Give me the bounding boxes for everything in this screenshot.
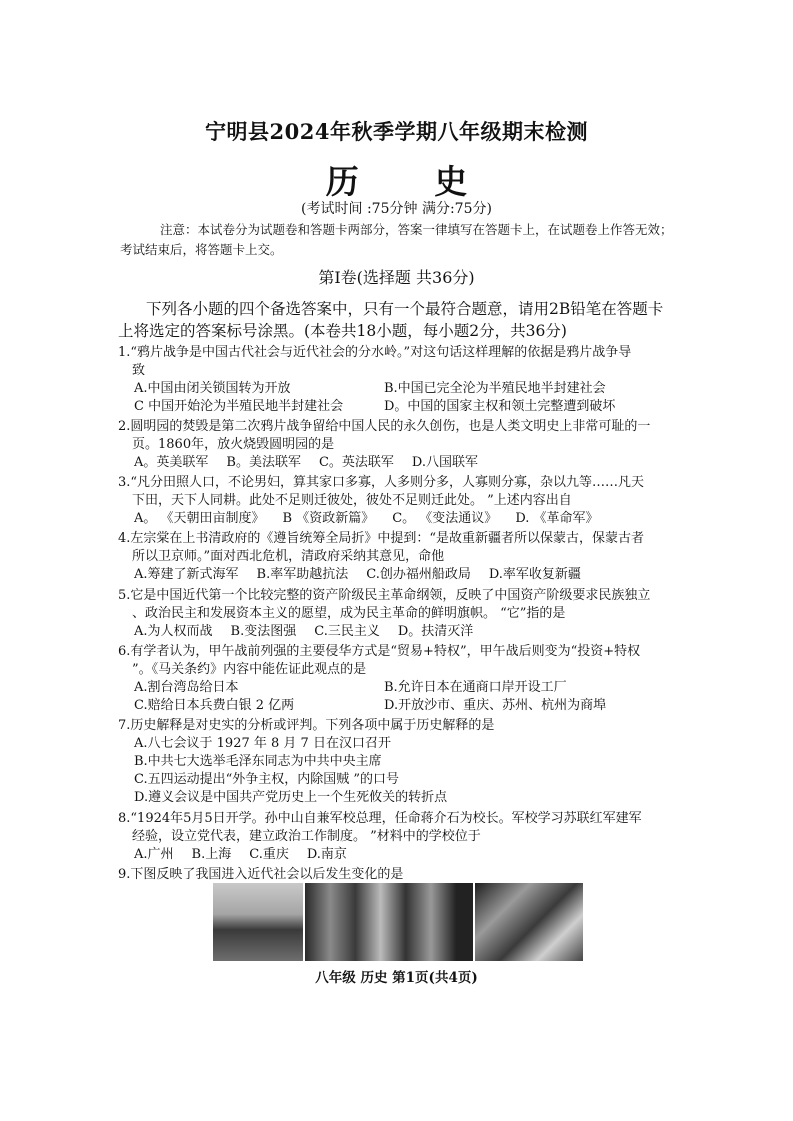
section-title: 第Ⅰ卷(选择题 共36分) <box>318 268 475 287</box>
option-b: B 《资政新篇》 <box>282 511 375 526</box>
question-options <box>118 623 683 641</box>
question-4 <box>118 530 683 584</box>
historical-photo <box>305 883 473 961</box>
question-options <box>118 510 683 528</box>
question-stem: 4.左宗棠在上书清政府的《遵旨统筹全局折》中提到：“是故重新疆者所以保蒙古，保蒙古者 <box>118 531 645 546</box>
option-b: B。美法联军 <box>226 455 301 470</box>
question-stem-cont: 所以卫京师。”面对西北危机，清政府采纳其意见，命他 <box>132 549 445 564</box>
exam-info: (考试时间 :75分钟 满分:75分) <box>301 201 492 217</box>
question-stem-cont: 经验，设立党代表，建立政治工作制度。 ”材料中的学校位于 <box>132 829 481 844</box>
option-a: A。英美联军 <box>134 455 209 470</box>
question-stem: 6.有学者认为，甲午战前列强的主要侵华方式是“贸易+特权”，甲午战后则变为“投资+特权 <box>118 644 641 659</box>
option-c: C.重庆 <box>249 847 289 862</box>
option-c: C.创办福州船政局 <box>366 567 471 582</box>
option-b: B.中国已完全沦为半殖民地半封建社会 <box>384 381 606 396</box>
option-c: C.五四运动提出“外争主权，内除国贼 ”的口号 <box>134 772 400 787</box>
question-stem: 2.圆明园的焚毁是第二次鸦片战争留给中国人民的永久创伤，也是人类文明史上非常可耻的一 <box>118 419 651 434</box>
instructions: 下列各小题的四个备选答案中，只有一个最符合题意，请用2B铅笔在答题卡上将选定的答案标号涂黑。(本卷共18小题，每小题2分，共36分) <box>118 300 664 340</box>
option-c: C。 《变法通议》 <box>392 511 498 526</box>
option-c: C。英法联军 <box>318 455 394 470</box>
question-stem-cont: ”。《马关条约》内容中能佐证此观点的是 <box>132 662 367 677</box>
question-8 <box>118 810 683 864</box>
option-b: B.允许日本在通商口岸开设工厂 <box>384 680 567 695</box>
question-stem-cont: 、政治民主和发展资本主义的愿望，成为民主革命的鲜明旗帜。 “它”指的是 <box>132 606 566 621</box>
historical-photo <box>475 883 583 961</box>
question-3 <box>118 474 683 528</box>
option-d: D。中国的国家主权和领土完整遭到破坏 <box>384 399 616 414</box>
option-d: D.开放沙市、重庆、苏州、杭州为商埠 <box>384 698 607 713</box>
question-stem: 9.下图反映了我国进入近代社会以后发生变化的是 <box>118 867 404 882</box>
notice-text: 注意：本试卷分为试题卷和答题卡两部分，答案一律填写在答题卡上，在试题卷上作答无效；考试结束后，将答题卡上交。 <box>120 222 673 257</box>
option-a: A。 《天朝田亩制度》 <box>134 511 265 526</box>
option-b: B.上海 <box>191 847 232 862</box>
question-options <box>118 846 683 864</box>
option-a: A.筹建了新式海军 <box>134 567 239 582</box>
option-b: B.率军助越抗法 <box>256 567 349 582</box>
page-footer: 八年级 历史 第1页(共4页) <box>315 970 478 986</box>
option-d: D.遵义会议是中国共产党历史上一个生死攸关的转折点 <box>134 790 448 805</box>
question-stem-cont: 页。1860年，放火烧毁圆明园的是 <box>132 437 335 452</box>
question-options <box>118 735 683 807</box>
question-9-images <box>213 883 583 961</box>
question-options <box>118 566 683 584</box>
option-a: A.为人权而战 <box>134 624 213 639</box>
question-options <box>118 380 683 416</box>
question-stem: 7.历史解释是对史实的分析或评判。下列各项中属于历史解释的是 <box>118 718 495 733</box>
question-stem: 3.“凡分田照人口，不论男妇，算其家口多寡，人多则分多，人寡则分寡，杂以九等……凡天 <box>118 475 645 490</box>
option-d: D.南京 <box>306 847 347 862</box>
question-7 <box>118 717 683 807</box>
question-stem: 5.它是中国近代第一个比较完整的资产阶级民主革命纲领，反映了中国资产阶级要求民族独立 <box>118 588 651 603</box>
option-a: A.割台湾岛给日本 <box>134 680 239 695</box>
option-c: C.赔给日本兵费白银 2 亿两 <box>134 698 295 713</box>
option-a: A.中国由闭关锁国转为开放 <box>134 381 291 396</box>
option-d: D。扶清灭洋 <box>397 624 474 639</box>
option-c: C.三民主义 <box>314 624 380 639</box>
option-b: B.变法图强 <box>230 624 297 639</box>
question-1 <box>118 344 683 416</box>
option-d: D. 《革命军》 <box>515 511 599 526</box>
question-stem: 8.“1924年5月5日开学。孙中山自兼军校总理，任命蒋介石为校长。军校学习苏联红军建军 <box>118 811 642 826</box>
option-a: A.八七会议于 1927 年 8 月 7 日在汉口召开 <box>134 736 391 751</box>
question-6 <box>118 643 683 715</box>
question-options <box>118 454 683 472</box>
question-2 <box>118 418 683 472</box>
question-9 <box>118 866 683 884</box>
question-stem-cont: 致 <box>132 363 146 378</box>
question-stem-cont: 下田，天下人同耕。此处不足则迁彼处，彼处不足则迁此处。 ”上述内容出自 <box>132 493 572 508</box>
subject-title: 历 史 <box>325 162 500 201</box>
question-stem: 1.“鸦片战争是中国古代社会与近代社会的分水岭。”对这句话这样理解的依据是鸦片战争导 <box>118 345 632 360</box>
question-5 <box>118 587 683 641</box>
option-c: C 中国开始沦为半殖民地半封建社会 <box>134 399 344 414</box>
option-a: A.广州 <box>134 847 174 862</box>
option-d: D.率军收复新疆 <box>488 567 581 582</box>
exam-title: 宁明县2024年秋季学期八年级期末检测 <box>205 119 588 144</box>
option-d: D.八国联军 <box>411 455 478 470</box>
question-options <box>118 679 683 715</box>
historical-photo <box>213 883 303 961</box>
option-b: B.中共七大选举毛泽东同志为中共中央主席 <box>134 754 382 769</box>
